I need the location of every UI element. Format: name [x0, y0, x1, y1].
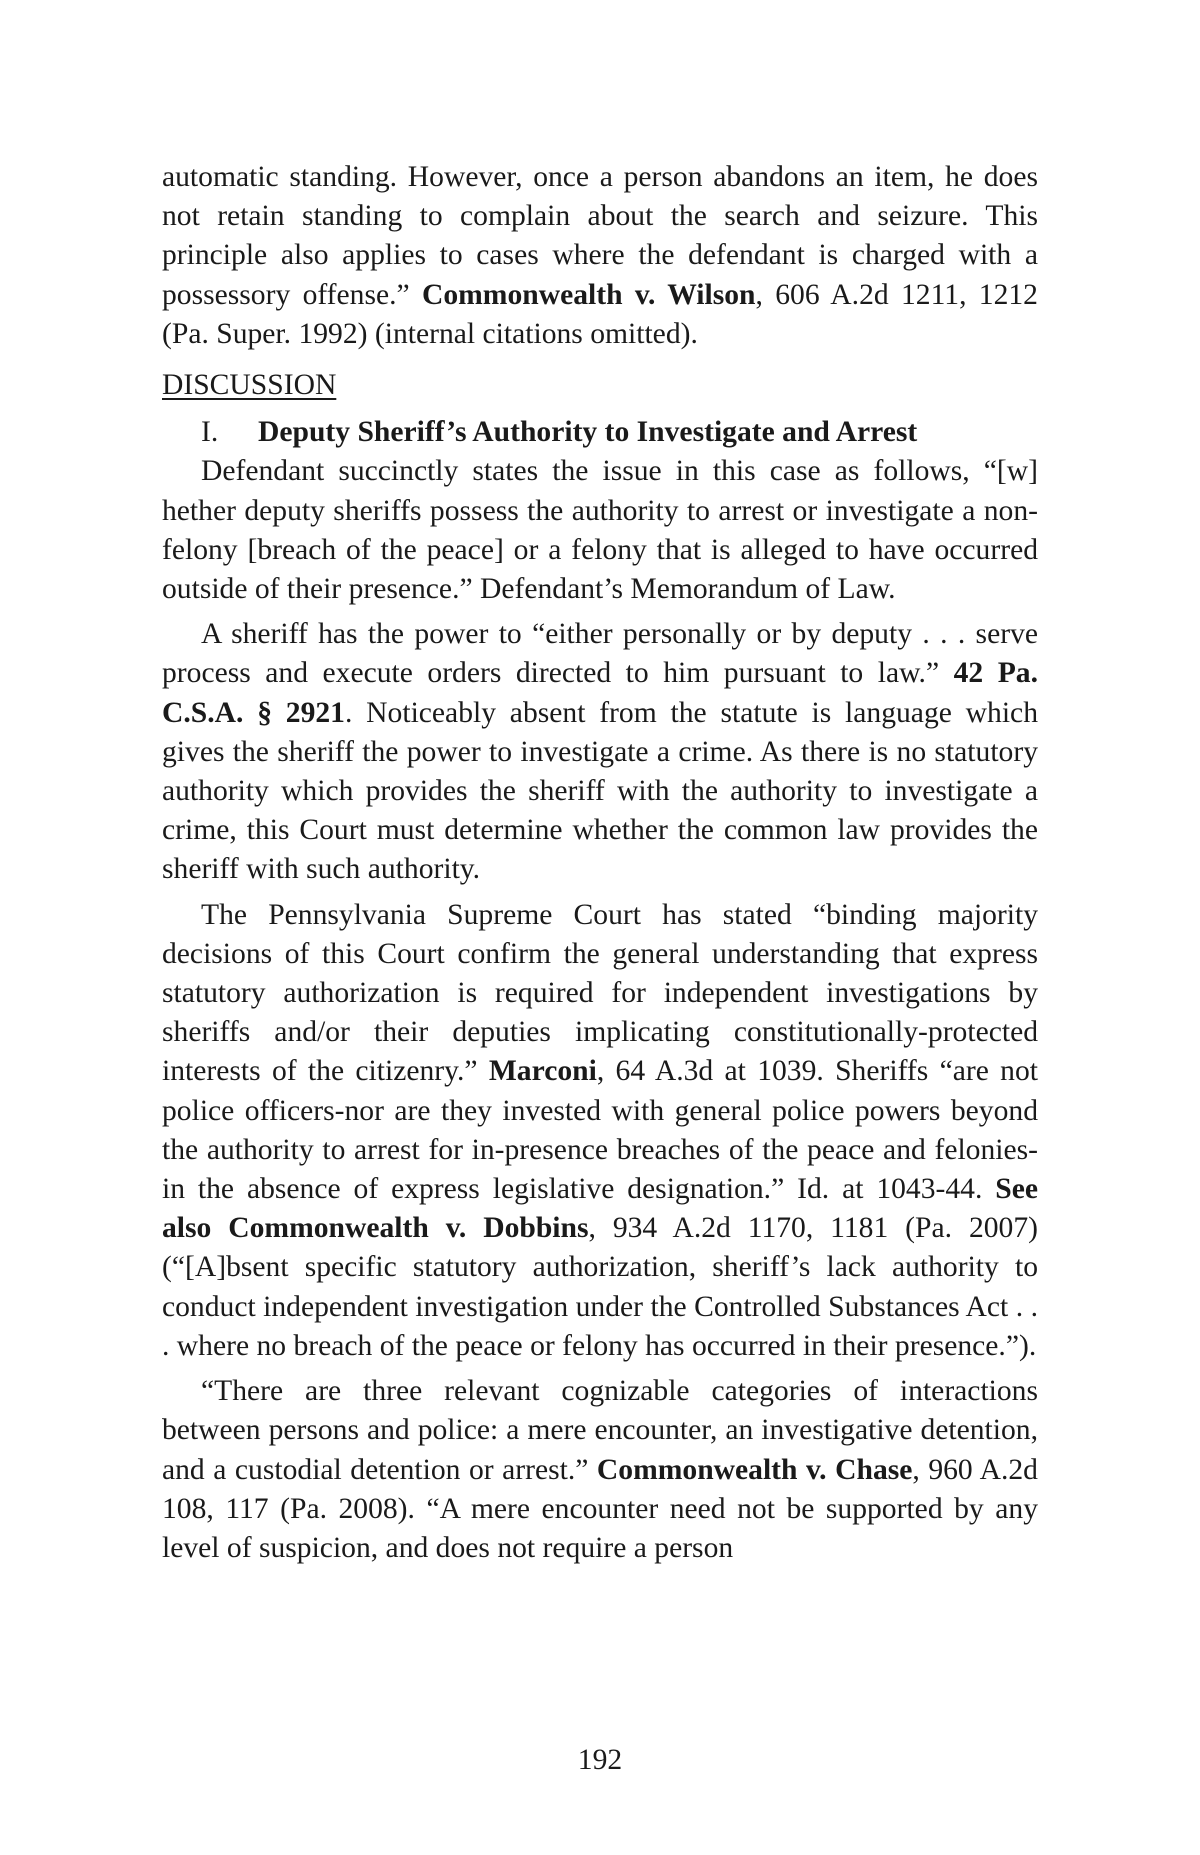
case-name-chase: Commonwealth v. Chase: [596, 1453, 913, 1486]
section-heading: [162, 413, 1038, 452]
paragraph-issue-statement: Defendant succinctly states the issue in this case as follows, “[w] hether deputy sheriffs possess the authority to arrest or investigate a non-felony [breach of the peace] or a felony that is alleged to have occurred outside of their presence.” Defendant’s Memorandum of Law.: [162, 455, 1038, 606]
section-title: Deputy Sheriff’s Authority to Investigate and Arrest: [258, 416, 918, 449]
case-name-dobbins: See also Commonwealth v. Dobbins: [162, 1173, 1038, 1245]
paragraph-wilson-citation: automatic standing. However, once a person abandons an item, he does not retain standing to complain about the search and seizure. This principle also applies to cases where the defendant is charged with a possessory offense.” Commonwealth v. Wilson, 606 A.2d 1211, 1212 (Pa. Super. 1992) (internal citations omitted).: [162, 161, 1038, 350]
case-name-marconi: Marconi: [488, 1055, 597, 1088]
paragraph-sheriff-power: A sheriff has the power to “either personally or by deputy . . . serve process and execute orders directed to him pursuant to law.” 42 Pa. C.S.A. § 2921. Noticeably absent from the statute is language which gives the sheriff the power to investigate a crime. As there is no statutory authority which provides the sheriff with the authority to investigate a crime, this Court must determine whether the common law provides the sheriff with such authority.: [162, 618, 1038, 886]
paragraph-interaction-categories: “There are three relevant cognizable categories of interactions between persons and police: a mere encounter, an investigative detention, and a custodial detention or arrest.” Commonwealth v. Chase, 960 A.2d 108, 117 (Pa. 2008). “A mere encounter need not be supported by any level of suspicion, and does not require a person: [162, 1375, 1038, 1564]
page-number: 192: [577, 1744, 623, 1776]
discussion-heading: DISCUSSION: [162, 369, 337, 402]
statute-citation: 42 Pa. C.S.A. § 2921: [162, 657, 1038, 729]
section-number: I.: [201, 416, 219, 449]
paragraph-supreme-court: The Pennsylvania Supreme Court has stated “binding majority decisions of this Court confirm the general understanding that express statutory authorization is required for independent investigations by sheriffs and/or their deputies implicating constitutionally-protected interests of the citizenry.” Marconi, 64 A.3d at 1039. Sheriffs “are not police officers-nor are they invested with general police powers beyond the authority to arrest for in-presence breaches of the peace and felonies-in the absence of express legislative designation.” Id. at 1043-44. See also Commonwealth v. Dobbins, 934 A.2d 1170, 1181 (Pa. 2007) (“[A]bsent specific statutory authorization, sheriff’s lack authority to conduct independent investigation under the Controlled Substances Act . . . where no breach of the peace or felony has occurred in their presence.”).: [162, 898, 1038, 1362]
case-name-wilson: Commonwealth v. Wilson: [421, 278, 756, 311]
body-text: [162, 158, 1038, 1568]
